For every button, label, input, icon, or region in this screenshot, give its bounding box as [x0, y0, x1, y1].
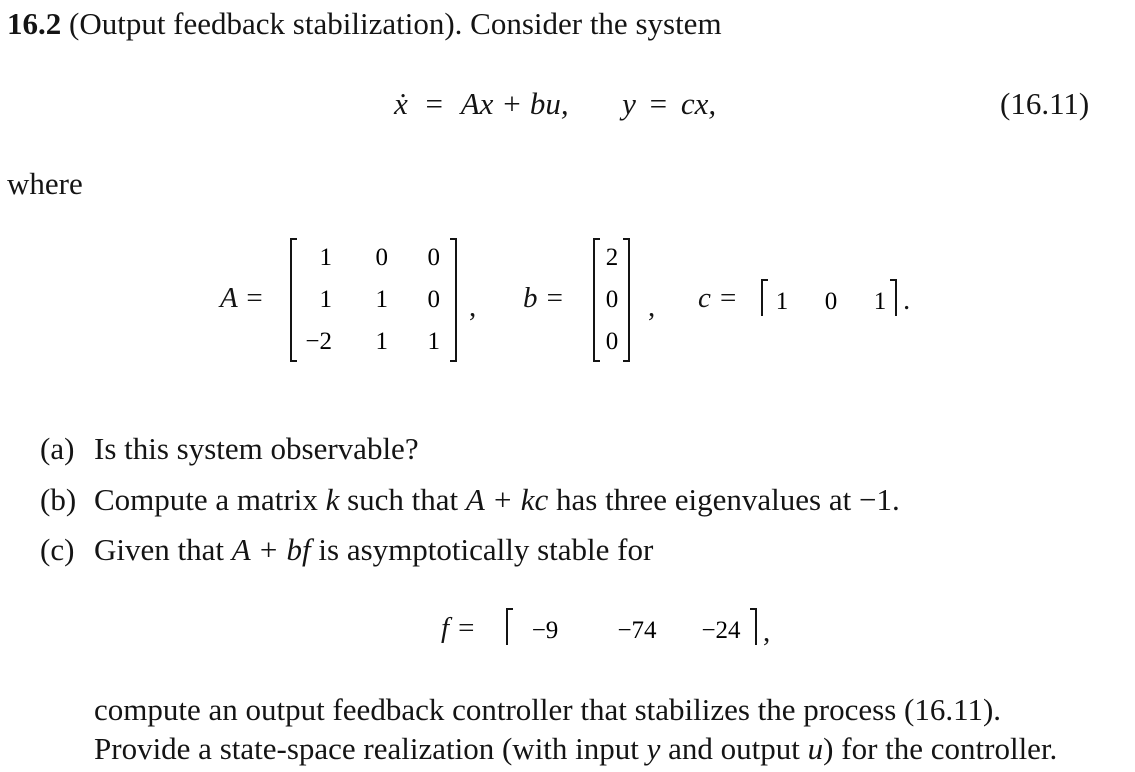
vector-c-cell: 1 — [775, 288, 789, 315]
matrix-a-comma: , — [469, 291, 477, 323]
vector-f-cell: −9 — [531, 617, 559, 644]
matrix-a-cell: 0 — [427, 286, 440, 313]
vector-b-right-bracket — [623, 239, 629, 361]
matrix-a-cell: −2 — [305, 328, 332, 355]
vector-c-cell: 1 — [873, 288, 887, 315]
vector-c-label: c = — [698, 282, 738, 314]
vector-c-right-bracket — [890, 280, 896, 316]
state-rhs: Ax + bu, — [460, 86, 569, 121]
item-text: Compute a matrix k such that A + kc has three eigenvalues at −1. — [94, 482, 900, 517]
vector-c-period: . — [903, 284, 911, 316]
problem-number: 16.2 — [7, 6, 62, 41]
item-label: (c) — [40, 532, 75, 567]
matrix-a-left-bracket — [291, 239, 297, 361]
vector-f-right-bracket — [750, 609, 756, 645]
vector-f-comma: , — [763, 616, 771, 648]
vector-b-cell: 0 — [605, 286, 619, 313]
item-label: (b) — [40, 482, 77, 517]
vector-f-left-bracket — [507, 609, 513, 645]
matrix-a-label: A = — [220, 282, 265, 314]
problem-heading — [7, 8, 722, 39]
vector-c-cell: 0 — [824, 288, 838, 315]
matrix-a-cell: 1 — [427, 328, 440, 355]
matrix-a-right-bracket — [450, 239, 456, 361]
item-c — [40, 532, 654, 567]
matrix-a-cell: 1 — [375, 328, 388, 355]
vector-b — [592, 236, 632, 366]
equals-sign: = — [425, 86, 443, 121]
matrix-a-cell: 1 — [375, 286, 388, 313]
vector-f-cell: −74 — [617, 617, 657, 644]
matrix-a-cell: 0 — [375, 244, 388, 271]
item-label: (a) — [40, 431, 75, 466]
matrix-a-cell: 1 — [319, 244, 332, 271]
output-y: y — [622, 86, 636, 121]
vector-b-left-bracket — [594, 239, 600, 361]
output-rhs: cx, — [680, 86, 717, 121]
matrix-a-cell: 0 — [427, 244, 440, 271]
vector-b-comma: , — [648, 291, 656, 323]
state-equation — [394, 88, 716, 119]
closing-line-2: Provide a state-space realization (with input y and output u) for the controller. — [94, 731, 1058, 766]
equals-sign-2: = — [649, 86, 668, 121]
matrix-a — [288, 236, 468, 366]
vector-b-cell: 0 — [605, 328, 619, 355]
item-text: Given that A + bf is asymptotically stable for — [94, 532, 654, 567]
closing-line-1: compute an output feedback controller that stabilizes the process (16.11). — [94, 692, 1002, 727]
item-text: Is this system observable? — [94, 431, 419, 466]
item-a — [40, 431, 419, 466]
equation-number: (16.11) — [1000, 86, 1090, 121]
vector-b-cell: 2 — [605, 244, 619, 271]
vector-b-label: b = — [523, 282, 565, 314]
item-b — [40, 482, 900, 517]
vector-f-label: f = — [441, 612, 476, 644]
vector-c-left-bracket — [762, 280, 768, 316]
vector-c — [760, 276, 910, 320]
vector-f-cell: −24 — [701, 617, 741, 644]
x-dot: ẋ — [394, 86, 408, 121]
where-text: where — [7, 166, 83, 201]
problem-title: (Output feedback stabilization). Consider the system — [69, 6, 722, 41]
vector-f — [505, 605, 765, 649]
matrix-a-cell: 1 — [319, 286, 332, 313]
